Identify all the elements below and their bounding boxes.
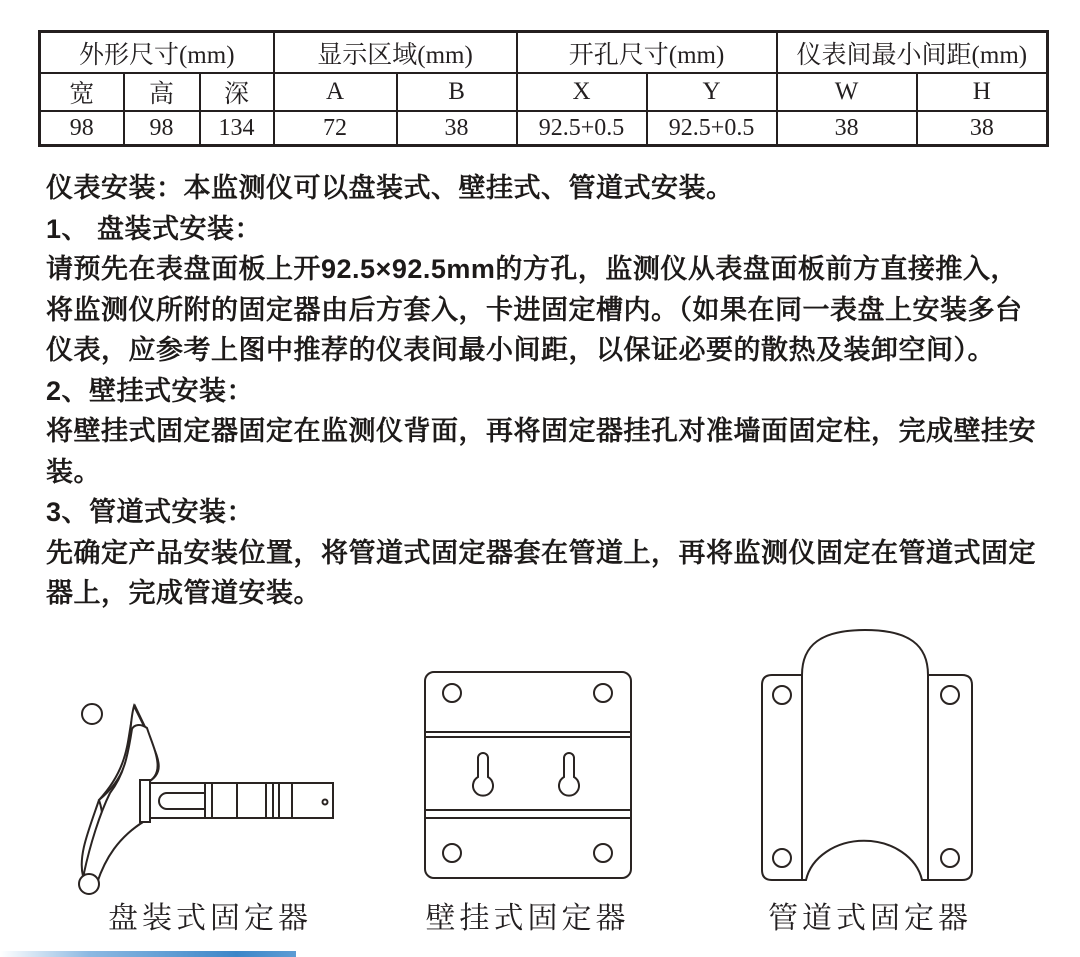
section-1-body-line-3: 仪表，应参考上图中推荐的仪表间最小间距，以保证必要的散热及装卸空间）。 bbox=[46, 335, 995, 365]
section-2-heading: 2、壁挂式安装： bbox=[46, 375, 255, 406]
col-height: 高 bbox=[124, 73, 200, 111]
val-a: 72 bbox=[274, 111, 397, 146]
wall-mount-fixture-label: 壁挂式固定器 bbox=[425, 902, 630, 935]
section-3-body-line-2: 器上，完成管道安装。 bbox=[46, 578, 321, 608]
val-x: 92.5+0.5 bbox=[517, 111, 647, 146]
val-b: 38 bbox=[397, 111, 517, 146]
group-outline-dims: 外形尺寸(mm) bbox=[40, 32, 274, 74]
col-w: W bbox=[777, 73, 917, 111]
section-3-body-line-1: 先确定产品安装位置，将管道式固定器套在管道上，再将监测仪固定在管道式固定 bbox=[46, 537, 1036, 568]
val-width: 98 bbox=[40, 111, 124, 146]
col-x: X bbox=[517, 73, 647, 111]
section-2-body-line-1: 将壁挂式固定器固定在监测仪背面，再将固定器挂孔对准墙面固定柱，完成壁挂安 bbox=[46, 416, 1036, 446]
val-depth: 134 bbox=[200, 111, 274, 146]
col-depth: 深 bbox=[200, 73, 274, 111]
col-a: A bbox=[274, 73, 397, 111]
section-1-body-line-2: 将监测仪所附的固定器由后方套入，卡进固定槽内。（如果在同一表盘上安装多台 bbox=[46, 294, 1023, 325]
group-min-spacing: 仪表间最小间距(mm) bbox=[777, 32, 1048, 74]
installation-instructions bbox=[46, 168, 1046, 614]
pipe-mount-fixture-figure bbox=[755, 625, 985, 940]
section-1-body-line-1: 请预先在表盘面板上开92.5×92.5mm的方孔，监测仪从表盘面板前方直接推入， bbox=[46, 254, 1018, 284]
pipe-mount-fixture-label: 管道式固定器 bbox=[768, 902, 972, 935]
val-height: 98 bbox=[124, 111, 200, 146]
panel-mount-fixture-drawing bbox=[50, 695, 340, 895]
panel-mount-fixture-label: 盘装式固定器 bbox=[108, 902, 312, 935]
table-values-row bbox=[40, 111, 1048, 146]
spec-table bbox=[38, 30, 1049, 147]
group-display-area: 显示区域(mm) bbox=[274, 32, 517, 74]
panel-mount-fixture-figure bbox=[50, 695, 340, 940]
col-b: B bbox=[397, 73, 517, 111]
pipe-mount-fixture-drawing bbox=[755, 625, 985, 887]
col-y: Y bbox=[647, 73, 777, 111]
intro-line: 仪表安装：本监测仪可以盘装式、壁挂式、管道式安装。 bbox=[46, 173, 734, 203]
wall-mount-fixture-figure bbox=[420, 665, 635, 940]
section-1-heading: 1、 盘装式安装： bbox=[46, 213, 263, 244]
footer-accent-bar bbox=[0, 951, 296, 957]
section-2-body-line-2: 装。 bbox=[46, 456, 101, 487]
col-width: 宽 bbox=[40, 73, 124, 111]
col-h: H bbox=[917, 73, 1048, 111]
wall-mount-fixture-drawing bbox=[420, 665, 635, 885]
table-group-header-row bbox=[40, 32, 1048, 74]
table-subheader-row bbox=[40, 73, 1048, 111]
val-w: 38 bbox=[777, 111, 917, 146]
section-3-heading: 3、管道式安装： bbox=[46, 497, 255, 527]
val-y: 92.5+0.5 bbox=[647, 111, 777, 146]
group-cutout-dims: 开孔尺寸(mm) bbox=[517, 32, 777, 74]
val-h: 38 bbox=[917, 111, 1048, 146]
